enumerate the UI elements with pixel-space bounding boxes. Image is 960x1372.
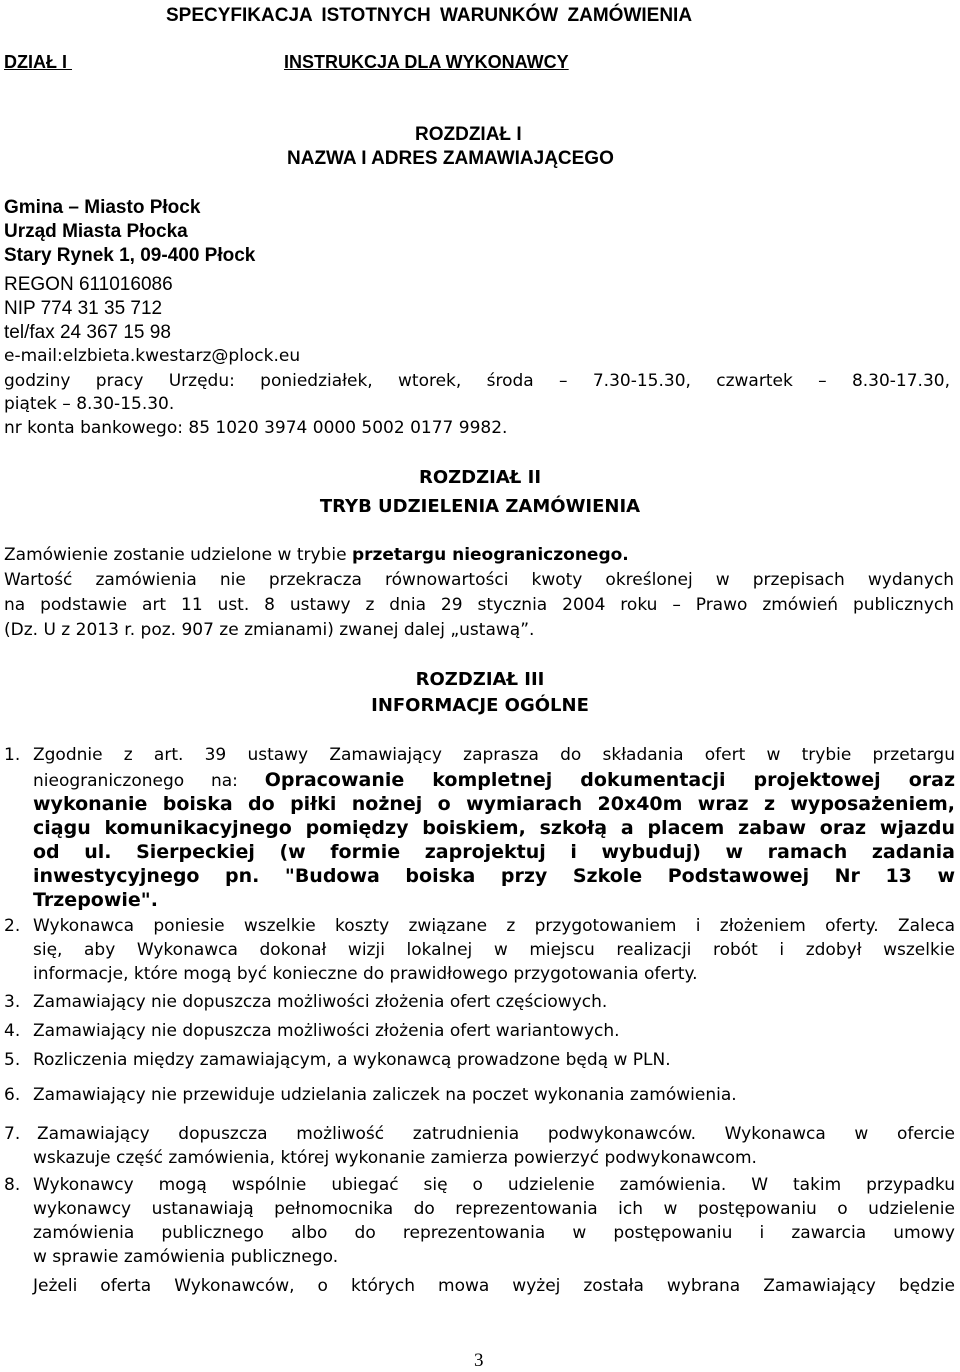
item-1-line-2-bold: Opracowanie kompletnej dokumentacji projektowej oraz bbox=[264, 769, 955, 791]
document-title: SPECYFIKACJA ISTOTNYCH WARUNKÓW ZAMÓWIENIA bbox=[166, 5, 693, 26]
item-5-number: 5. bbox=[4, 1050, 21, 1070]
office-hours-line-1: godziny pracy Urzędu: poniedziałek, wtorek, środa – 7.30-15.30, czwartek – 8.30-17.30, bbox=[4, 371, 950, 391]
item-8-continuation: Jeżeli oferta Wykonawców, o których mowa wyżej została wybrana Zamawiający będzie bbox=[33, 1276, 955, 1296]
item-1-bold-line-4: inwestycyjnego pn. "Budowa boiska przy Szkole Podstawowej Nr 13 w bbox=[33, 865, 955, 887]
regon: REGON 611016086 bbox=[4, 274, 173, 295]
item-6-text: Zamawiający nie przewiduje udzielania zaliczek na poczet wykonania zamówienia. bbox=[33, 1085, 737, 1105]
item-1-bold-line-5: Trzepowie". bbox=[33, 889, 158, 911]
item-1-number: 1. bbox=[4, 745, 21, 765]
item-2-line-1: Wykonawca poniesie wszelkie koszty związane z przygotowaniem i złożeniem oferty. Zaleca bbox=[33, 916, 955, 936]
rozdzial2-heading: ROZDZIAŁ II bbox=[418, 467, 542, 488]
item-6-number: 6. bbox=[4, 1085, 21, 1105]
tryb-intro bbox=[4, 545, 629, 565]
tryb-intro-text: Zamówienie zostanie udzielone w trybie bbox=[4, 545, 352, 565]
wartosc-line-3: (Dz. U z 2013 r. poz. 907 ze zmianami) zwanej dalej „ustawą”. bbox=[4, 620, 535, 640]
nip: NIP 774 31 35 712 bbox=[4, 298, 163, 319]
instrukcja-heading: INSTRUKCJA DLA WYKONAWCY bbox=[284, 52, 569, 72]
rozdzial2-subheading: TRYB UDZIELENIA ZAMÓWIENIA bbox=[319, 496, 641, 517]
item-1-bold-line-2: ciągu komunikacyjnego pomiędzy boiskiem, szkołą a placem zabaw oraz wjazdu bbox=[33, 817, 955, 839]
item-1-line-1: Zgodnie z art. 39 ustawy Zamawiający zaprasza do składania ofert w trybie przetargu bbox=[33, 745, 955, 765]
item-4-text: Zamawiający nie dopuszcza możliwości złożenia ofert wariantowych. bbox=[33, 1021, 620, 1041]
item-8-number: 8. bbox=[4, 1175, 21, 1195]
item-2-number: 2. bbox=[4, 916, 21, 936]
dzial-text: DZIAŁ I bbox=[4, 52, 67, 72]
item-7-line-2: wskazuje część zamówienia, której wykonanie zamierza powierzyć podwykonawcom. bbox=[33, 1148, 757, 1168]
rozdzial1-subheading: NAZWA I ADRES ZAMAWIAJĄCEGO bbox=[287, 148, 614, 169]
item-8-line-3: zamówienia publicznego albo do reprezentowania w postępowaniu i zawarcia umowy bbox=[33, 1223, 955, 1243]
item-7-line-1: Zamawiający dopuszcza możliwość zatrudnienia podwykonawców. Wykonawca w ofercie bbox=[37, 1124, 955, 1144]
item-5-text: Rozliczenia między zamawiającym, a wykonawcą prowadzone będą w PLN. bbox=[33, 1050, 671, 1070]
item-4-number: 4. bbox=[4, 1021, 21, 1041]
rozdzial3-heading: ROZDZIAŁ III bbox=[415, 669, 545, 690]
wartosc-line-1: Wartość zamówienia nie przekracza równowartości kwoty określonej w przepisach wydanych bbox=[4, 570, 954, 590]
item-3-text: Zamawiający nie dopuszcza możliwości złożenia ofert częściowych. bbox=[33, 992, 608, 1012]
rozdzial1-heading: ROZDZIAŁ I bbox=[415, 124, 522, 145]
bank-account: nr konta bankowego: 85 1020 3974 0000 5002 0177 9982. bbox=[4, 418, 508, 438]
item-8-line-2: wykonawcy ustanawiają pełnomocnika do reprezentowania ich w postępowaniu o udzielenie bbox=[33, 1199, 955, 1219]
dzial-label bbox=[4, 52, 129, 73]
item-1-line-2-plain: nieograniczonego na: bbox=[33, 771, 265, 791]
office-hours-line-2: piątek – 8.30-15.30. bbox=[4, 394, 175, 414]
tel-fax: tel/fax 24 367 15 98 bbox=[4, 322, 171, 343]
item-1-bold-line-3: od ul. Sierpeckiej (w formie zaprojektuj i wybuduj) w ramach zadania bbox=[33, 841, 955, 863]
item-1-bold-line-1: wykonanie boiska do piłki nożnej o wymiarach 20x40m wraz z wyposażeniem, bbox=[33, 793, 955, 815]
address-line-1: Gmina – Miasto Płock bbox=[4, 197, 201, 218]
rozdzial3-subheading: INFORMACJE OGÓLNE bbox=[371, 695, 589, 716]
address-line-2: Urząd Miasta Płocka bbox=[4, 221, 188, 242]
item-1-line-2 bbox=[33, 769, 955, 791]
item-3-number: 3. bbox=[4, 992, 21, 1012]
address-line-3: Stary Rynek 1, 09-400 Płock bbox=[4, 245, 256, 266]
item-2-line-2: się, aby Wykonawca dokonał wizji lokalnej w miejscu realizacji robót i zdobył wszelkie bbox=[33, 940, 955, 960]
page-number: 3 bbox=[474, 1350, 484, 1371]
tryb-intro-bold: przetargu nieograniczonego. bbox=[351, 545, 629, 565]
item-2-line-3: informacje, które mogą być konieczne do prawidłowego przygotowania oferty. bbox=[33, 964, 698, 984]
email: e-mail:elzbieta.kwestarz@plock.eu bbox=[4, 346, 301, 366]
item-8-line-4: w sprawie zamówienia publicznego. bbox=[33, 1247, 339, 1267]
dzial-underline-spacer bbox=[67, 52, 129, 73]
item-8-line-1: Wykonawcy mogą wspólnie ubiegać się o udzielenie zamówienia. W takim przypadku bbox=[33, 1175, 955, 1195]
wartosc-line-2: na podstawie art 11 ust. 8 ustawy z dnia 29 stycznia 2004 roku – Prawo zmówień publicznych bbox=[4, 595, 954, 615]
item-7-number: 7. bbox=[4, 1124, 21, 1144]
